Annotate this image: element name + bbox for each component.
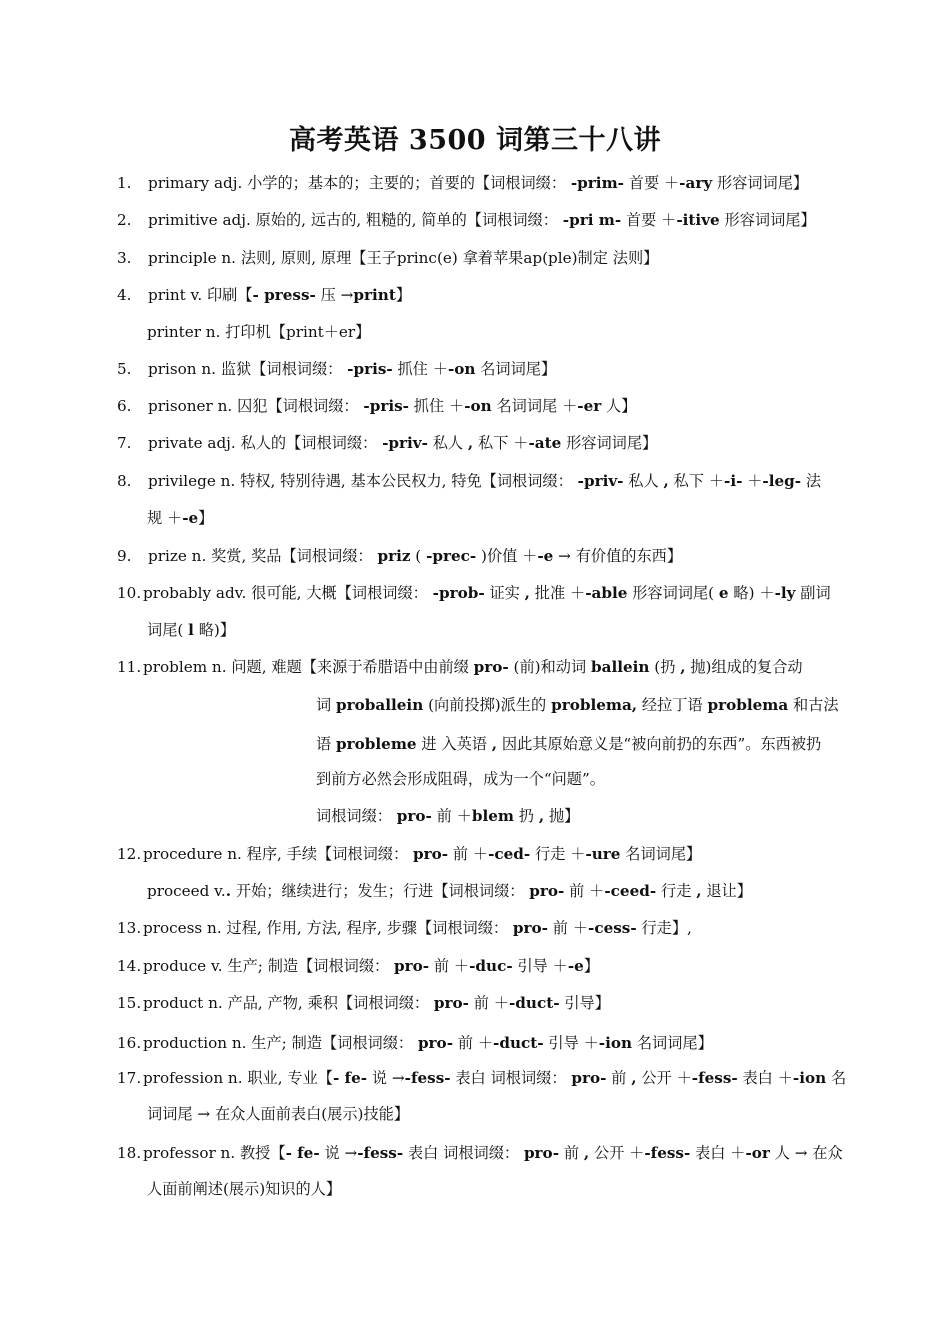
entry-text: → 有价值的东西】 [553,547,683,565]
root-affix: -e [567,957,584,975]
entry-text: 开始；继续进行；发生；行进【词根词缀： [231,882,530,900]
root-affix: ballein [590,658,650,676]
entry-line [117,359,556,379]
root-affix: problema [707,696,789,714]
root-affix: -on [447,360,476,378]
entry-text: 说 → [319,1144,358,1162]
entry-text: 行走】, [636,919,692,937]
root-affix: -prob- [432,584,485,602]
root-affix: -pris- [347,360,393,378]
root-affix: pro- [473,658,509,676]
entry-line [117,1068,846,1088]
entry-number: 11. [117,658,142,676]
entry-text: produce v. 生产; 制造【词根词缀： [143,957,395,975]
root-affix: -ary [679,174,713,192]
root-affix: , [491,735,498,753]
entry-number: 5. [117,360,132,378]
entry-continuation-line [147,1179,341,1199]
entry-text: 形容词词尾】 [719,211,816,229]
root-affix: -fess- [644,1144,691,1162]
entry-continuation-line [147,620,235,640]
entry-text: 首要 ＋ [623,174,680,192]
entry-text: primitive adj. 原始的, 远古的, 粗糙的, 简单的【词根词缀： [148,211,563,229]
entry-line [117,918,692,938]
entry-text: ＋ [742,472,763,490]
entry-line [117,433,657,453]
entry-text: private adj. 私人的【词根词缀： [148,434,383,452]
entry-text: 名词词尾】 [475,360,557,378]
entry-number: 7. [117,434,132,452]
entry-text: 人 → 在众 [769,1144,843,1162]
root-affix: , [680,658,686,676]
entry-number: 8. [117,472,132,490]
entry-line [117,546,682,566]
entry-text: 名词词尾 ＋ [491,397,578,415]
entry-text: 】 [198,509,214,527]
entry-text: 压 → [315,286,354,304]
entry-text: 行走 ＋ [530,845,586,863]
entry-text: 批准 ＋ [529,584,586,602]
entry-text: 私人 [623,472,664,490]
entry-text: 略) ＋ [728,584,775,602]
entry-number: 3. [117,249,132,267]
entry-continuation-line [316,769,605,789]
entry-text: 到前方必然会形成阻碍，成为一个“问题”。 [316,770,605,788]
entry-line [117,993,610,1013]
root-affix: , [538,807,545,825]
entry-text: 因此其原始意义是“被向前扔的东西”。东西被扔 [497,735,822,753]
root-affix: -pri m- [562,211,622,229]
entry-text: principle n. 法则, 原则, 原理【王子princ(e) 拿着苹果ap(ple)制定 法则】 [148,249,659,267]
entry-text: 私下 ＋ [473,434,529,452]
entry-text: prisoner n. 囚犯【词根词缀： [148,397,364,415]
root-affix: blem [471,807,514,825]
entry-text: 略)】 [193,621,236,639]
root-affix: . [225,882,232,900]
root-affix: -duc- [469,957,513,975]
root-affix: -ion [792,1069,827,1087]
root-affix: -i- [724,472,743,490]
root-affix: -ly [774,584,796,602]
root-affix: - fe- [332,1069,368,1087]
entry-text: print v. 印刷【 [148,286,253,304]
root-affix: l [188,621,194,639]
entry-text: printer n. 打印机【print＋er】 [147,323,371,341]
root-affix: -priv- [382,434,428,452]
root-affix: - press- [252,286,316,304]
entry-number: 14. [117,957,142,975]
entry-text: 进 入英语 [416,735,492,753]
entry-text: 表白 词根词缀： [403,1144,524,1162]
entry-text: 法 [801,472,822,490]
entry-text: 抛】 [544,807,580,825]
root-affix: -prim- [570,174,624,192]
entry-line [117,285,411,305]
entry-number: 12. [117,845,142,863]
entry-text: 引导 ＋ [543,1034,599,1052]
entry-number: 16. [117,1034,142,1052]
entry-continuation-line [316,806,579,826]
root-affix: pro- [394,957,430,975]
entry-text: 人】 [601,397,637,415]
entry-number: 9. [117,547,132,565]
root-affix: pro- [512,919,548,937]
entry-text: 形容词词尾】 [712,174,809,192]
entry-text: 词尾( [147,621,189,639]
entry-line [117,1143,843,1163]
entry-text: 前 [606,1069,632,1087]
entry-continuation-line [316,734,821,754]
entry-number: 6. [117,397,132,415]
entry-text: 】 [583,957,600,975]
entry-line [117,471,821,491]
root-affix: pro- [529,882,565,900]
entry-number: 1. [117,174,132,192]
root-affix: -ion [598,1034,633,1052]
entry-number: 4. [117,286,132,304]
entry-line [117,583,831,603]
root-affix: , [696,882,702,900]
entry-text: 经拉丁语 [637,696,708,714]
root-affix: -itive [676,211,720,229]
root-affix: -able [585,584,628,602]
entry-continuation-line [147,1104,409,1124]
entry-number: 18. [117,1144,142,1162]
entry-line [117,396,636,416]
root-affix: -fess- [404,1069,451,1087]
root-affix: pro- [433,994,469,1012]
entry-continuation-line [316,695,839,715]
root-affix: , [467,434,474,452]
entry-text: problem n. 问题, 难题【来源于希腊语中由前缀 [143,658,474,676]
entry-text: 扔 [513,807,539,825]
entry-text: 说 → [367,1069,405,1087]
root-affix: -cess- [588,919,637,937]
entry-line [117,173,808,193]
root-affix: -fess- [691,1069,738,1087]
entry-text: 语 [316,735,337,753]
entry-text: 副词 [795,584,831,602]
entry-number: 2. [117,211,132,229]
entry-text: profession n. 职业, 专业【 [143,1069,333,1087]
entry-text: 前 ＋ [547,919,589,937]
entry-text: process n. 过程, 作用, 方法, 程序, 步骤【词根词缀： [143,919,513,937]
entry-text: 前 ＋ [468,994,509,1012]
entry-text: primary adj. 小学的；基本的；主要的；首要的【词根词缀： [148,174,571,192]
entry-text: 公开 ＋ [589,1144,645,1162]
root-affix: -er [577,397,602,415]
entry-line [117,657,803,677]
root-affix: pro- [571,1069,607,1087]
root-affix: pro- [417,1034,453,1052]
entry-text: 】 [395,286,412,304]
entry-text: product n. 产品, 产物, 乘积【词根词缀： [143,994,434,1012]
entry-text: (向前投掷)派生的 [423,696,552,714]
entry-text: probably adv. 很可能, 大概【词根词缀： [143,584,433,602]
root-affix: -ure [585,845,621,863]
root-affix: -pris- [363,397,409,415]
entry-text: 退让】 [701,882,752,900]
entry-number: 17. [117,1069,142,1087]
entry-text: production n. 生产; 制造【词根词缀： [143,1034,418,1052]
entry-text: 和古法 [788,696,839,714]
root-affix: , [631,1069,637,1087]
root-affix: print [353,286,396,304]
page-title: 高考英语 3500 词第三十八讲 [289,125,661,156]
entry-text: 表白 词根词缀： [450,1069,572,1087]
entry-text: 前 ＋ [564,882,605,900]
root-affix: priz [377,547,411,565]
entry-text: )价值 ＋ [476,547,538,565]
entry-continuation-line [147,881,752,901]
entry-line [117,248,658,268]
entry-continuation-line [147,508,213,528]
entry-text: 表白 ＋ [737,1069,793,1087]
entry-text: (前)和动词 [508,658,591,676]
entry-text: 形容词词尾( [627,584,719,602]
root-affix: -e [182,509,199,527]
root-affix: pro- [413,845,449,863]
root-affix: -ceed- [604,882,657,900]
entry-text: 表白 ＋ [690,1144,746,1162]
entry-text: 私下 ＋ [668,472,725,490]
root-affix: -duct- [493,1034,544,1052]
entry-text: privilege n. 特权, 特别待遇, 基本公民权力, 特免【词根词缀： [148,472,578,490]
entry-text: 形容词词尾】 [561,434,658,452]
root-affix: problema, [551,696,638,714]
root-affix: , [583,1144,590,1162]
entry-number: 15. [117,994,142,1012]
entry-text: (扔 [649,658,681,676]
entry-text: 抓住 ＋ [392,360,448,378]
entry-text: 词 [316,696,337,714]
entry-text: 引导 ＋ [512,957,568,975]
root-affix: , [663,472,669,490]
entry-text: 名词词尾】 [632,1034,713,1052]
entry-text: 引导】 [559,994,610,1012]
entry-text: prize n. 奖赏, 奖品【词根词缀： [148,547,378,565]
root-affix: - fe- [285,1144,320,1162]
entry-text: 抛)组成的复合动 [685,658,803,676]
root-affix: -leg- [762,472,802,490]
root-affix: -e [537,547,554,565]
entry-text: 抓住 ＋ [408,397,465,415]
root-affix: , [524,584,530,602]
root-affix: e [718,584,729,602]
entry-text: 前 ＋ [453,1034,494,1052]
entry-text: 前 ＋ [429,957,470,975]
entry-text: 名 [826,1069,847,1087]
entry-text: proceed v. [147,882,226,900]
entry-continuation-line [147,322,370,342]
entry-text: 行走 [656,882,697,900]
root-affix: pro- [523,1144,559,1162]
entry-text: 前 ＋ [431,807,472,825]
root-affix: -fess- [357,1144,404,1162]
root-affix: -or [745,1144,770,1162]
entry-text: 首要 ＋ [621,211,677,229]
root-affix: -on [464,397,492,415]
root-affix: -prec- [426,547,477,565]
entry-text: 名词词尾】 [620,845,702,863]
entry-text: 前 ＋ [448,845,489,863]
root-affix: proballein [336,696,424,714]
entry-line [117,956,599,976]
entry-line [117,844,701,864]
entry-text: ( [410,547,427,565]
entry-line [117,210,816,230]
entry-text: procedure n. 程序, 手续【词根词缀： [143,845,413,863]
entry-text: 公开 ＋ [636,1069,692,1087]
entry-number: 13. [117,919,142,937]
entry-text: prison n. 监狱【词根词缀： [148,360,348,378]
entry-text: 词根词缀： [316,807,397,825]
root-affix: probleme [336,735,417,753]
root-affix: -duct- [509,994,560,1012]
entry-text: 人面前阐述(展示)知识的人】 [147,1180,342,1198]
entry-text: 证实 [484,584,525,602]
entry-text: 词词尾 → 在众人面前表白(展示)技能】 [147,1105,410,1123]
root-affix: -priv- [577,472,624,490]
entry-text: professor n. 教授【 [143,1144,286,1162]
root-affix: pro- [396,807,432,825]
entry-line [117,1033,713,1053]
entry-text: 前 [559,1144,584,1162]
entry-text: 规 ＋ [147,509,183,527]
entry-text: 私人 [427,434,468,452]
root-affix: -ate [528,434,562,452]
root-affix: -ced- [488,845,531,863]
entry-number: 10. [117,584,142,602]
